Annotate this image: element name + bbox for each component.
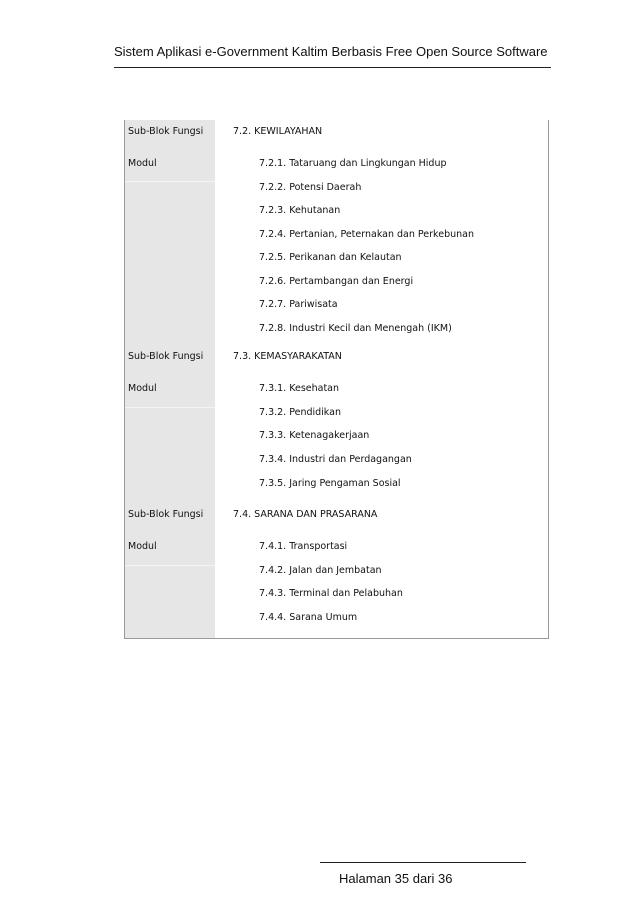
section-row: [125, 348, 548, 366]
header-rule: [114, 67, 551, 68]
sub-block-label: Sub-Blok Fungsi: [128, 509, 204, 520]
module-item: 7.2.8. Industri Kecil dan Menengah (IKM): [259, 323, 452, 334]
page-number: Halaman 35 dari 36: [339, 871, 453, 886]
module-item: 7.2.6. Pertambangan dan Energi: [259, 276, 414, 287]
module-item: 7.2.4. Pertanian, Peternakan dan Perkebunan: [259, 229, 474, 240]
module-item: 7.3.3. Ketenagakerjaan: [259, 430, 370, 441]
module-row: [125, 249, 548, 267]
module-row: [125, 320, 548, 338]
sub-block-title: 7.3. KEMASYARAKATAN: [233, 351, 342, 362]
module-row: [125, 427, 548, 445]
module-item: 7.4.2. Jalan dan Jembatan: [259, 565, 382, 576]
sub-block-title: 7.2. KEWILAYAHAN: [233, 126, 323, 137]
module-item: 7.3.1. Kesehatan: [259, 383, 340, 394]
module-item: 7.2.7. Pariwisata: [259, 299, 338, 310]
module-row: [125, 475, 548, 493]
module-row: [125, 155, 548, 173]
module-item: 7.3.4. Industri dan Perdagangan: [259, 454, 412, 465]
module-row: [125, 296, 548, 314]
module-item: 7.2.2. Potensi Daerah: [259, 182, 362, 193]
module-label: Modul: [128, 383, 157, 394]
module-item: 7.3.2. Pendidikan: [259, 407, 341, 418]
sub-block-label: Sub-Blok Fungsi: [128, 126, 204, 137]
label-column: [125, 120, 215, 638]
module-row: [125, 380, 548, 398]
section-row: [125, 123, 548, 141]
module-row: [125, 226, 548, 244]
module-item: 7.4.1. Transportasi: [259, 541, 348, 552]
module-item: 7.2.1. Tataruang dan Lingkungan Hidup: [259, 158, 447, 169]
module-row: [125, 609, 548, 627]
module-label: Modul: [128, 158, 157, 169]
module-item: 7.4.3. Terminal dan Pelabuhan: [259, 588, 403, 599]
module-row: [125, 538, 548, 556]
module-row: [125, 451, 548, 469]
module-item: 7.3.5. Jaring Pengaman Sosial: [259, 478, 401, 489]
section-row: [125, 506, 548, 524]
module-row: [125, 585, 548, 603]
module-item: 7.4.4. Sarana Umum: [259, 612, 358, 623]
page-header-title: Sistem Aplikasi e-Government Kaltim Berbasis Free Open Source Software: [114, 44, 548, 59]
module-row: [125, 562, 548, 580]
sub-block-label: Sub-Blok Fungsi: [128, 351, 204, 362]
module-row: [125, 404, 548, 422]
module-item: 7.2.3. Kehutanan: [259, 205, 341, 216]
module-item: 7.2.5. Perikanan dan Kelautan: [259, 252, 402, 263]
module-table: [124, 120, 549, 639]
sub-block-title: 7.4. SARANA DAN PRASARANA: [233, 509, 378, 520]
module-row: [125, 202, 548, 220]
module-label: Modul: [128, 541, 157, 552]
footer-rule: [320, 862, 526, 863]
module-row: [125, 273, 548, 291]
module-row: [125, 179, 548, 197]
